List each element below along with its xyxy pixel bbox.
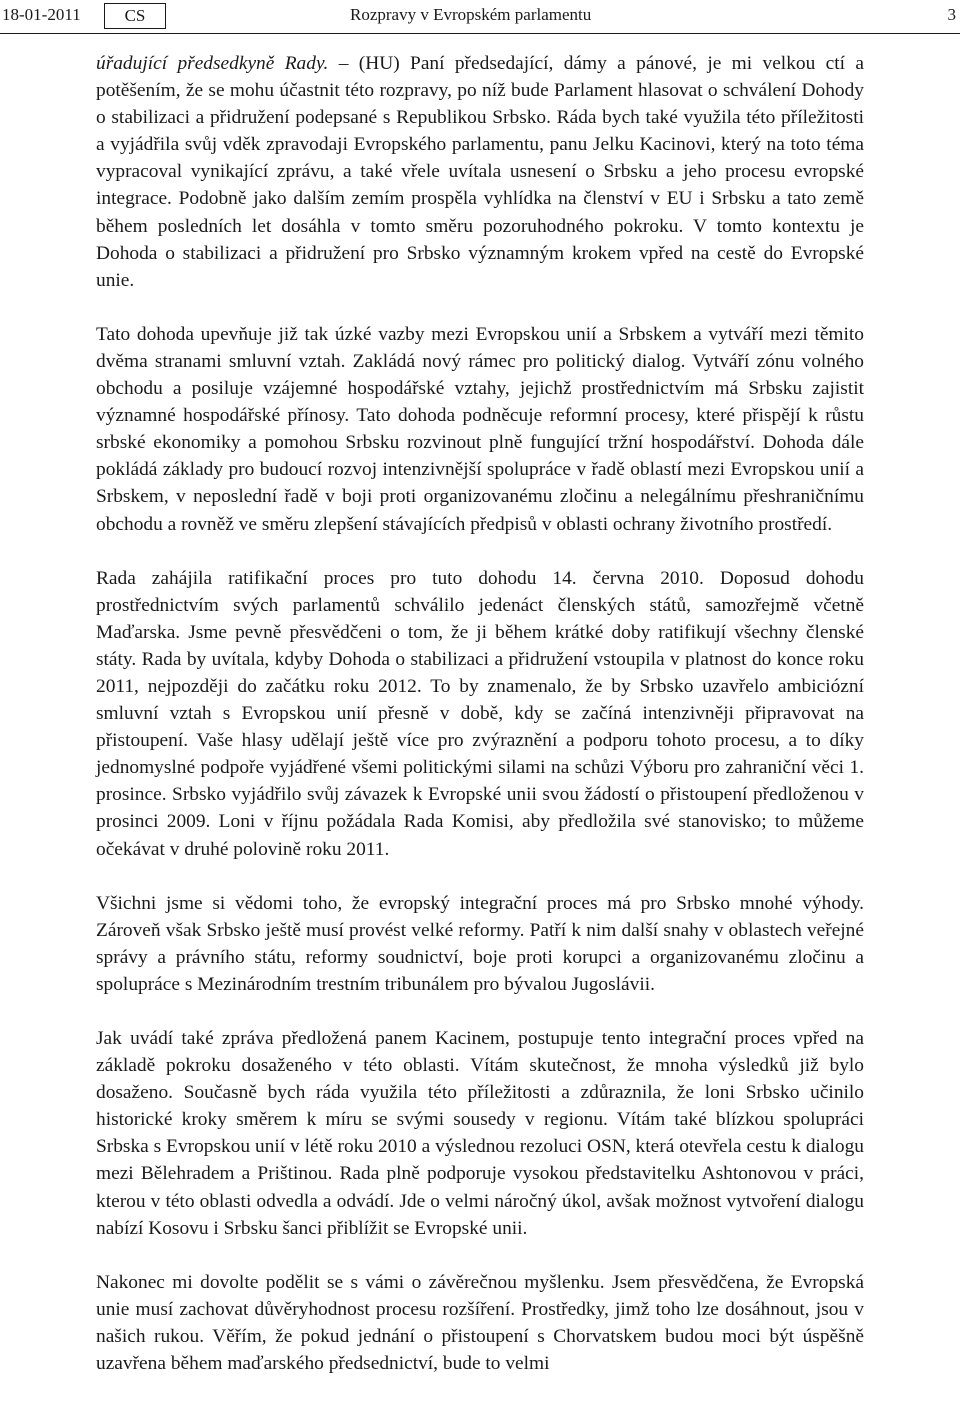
paragraph-3: Rada zahájila ratifikační proces pro tuto dohodu 14. června 2010. Doposud dohodu prostřednictvím svých parlamentů schválilo jedenáct členských států, samozřejmě včetně Maďarska. Jsme pevně přesvědčeni o tom, že ji během krátké doby ratifikují všechny členské státy. Rada by uvítala, kdyby Dohoda o stabilizaci a přidružení vstoupila v platnost do konce roku 2011, nejpozději do začátku roku 2012. To by znamenalo, že by Srbsko uzavřelo ambiciózní smluvní vztah s Evropskou unií přesně v době, kdy se začíná intenzivněji připravovat na přistoupení. Vaše hlasy udělají ještě více pro zvýraznění a podporu tohoto procesu, a to díky jednomyslné podpoře vyjádřené všemi politickými silami na schůzi Výboru pro zahraniční věci 1. prosince. Srbsko vyjádřilo svůj závazek k Evropské unii svou žádostí o přistoupení předloženou v prosinci 2009. Loni v říjnu požádala Rada Komisi, aby předložila své stanovisko; to můžeme očekávat v druhé polovině roku 2011. xyxy=(96,567,864,860)
paragraph-2: Tato dohoda upevňuje již tak úzké vazby mezi Evropskou unií a Srbskem a vytváří mezi těmito dvěma stranami smluvní vztah. Zakládá nový rámec pro politický dialog. Vytváří zónu volného obchodu a posiluje vzájemné hospodářské vztahy, jejichž prostřednictvím má Srbsku zajistit významné hospodářské přínosy. Tato dohoda podněcuje reformní procesy, které přispějí k růstu srbské ekonomiky a pomohou Srbsku rozvinout plně fungující tržní hospodářství. Dohoda dále pokládá základy pro budoucí rozvoj intenzivnější spolupráce v řadě oblastí mezi Evropskou unií a Srbskem, v neposlední řadě v boji proti organizovanému zločinu a nelegálnímu přeshraničnímu obchodu a rovněž ve směru zlepšení stávajících předpisů v oblasti ochrany životního prostředí. xyxy=(96,323,864,535)
paragraph-4: Všichni jsme si vědomi toho, že evropský integrační proces má pro Srbsko mnohé výhody. Zároveň však Srbsko ještě musí provést velké reformy. Patří k nim další snahy v oblastech veřejné správy a právního státu, reformy soudnictví, boje proti korupci a organizovanému zločinu a spolupráce s Mezinárodním trestním tribunálem pro bývalou Jugoslávii. xyxy=(96,892,864,995)
speaker-role: úřadující předsedkyně Rady. xyxy=(96,53,329,74)
paragraph-1-text: – (HU) Paní předsedající, dámy a pánové, je mi velkou ctí a potěšením, že se mohu účastnit této rozpravy, po níž bude Parlament hlasovat o schválení Dohody o stabilizaci a přidružení podepsané s Republikou Srbsko. Ráda bych také využila této příležitosti a vyjádřila svůj vděk zpravodaji Evropského parlamentu, panu Jelku Kacinovi, který na toto téma vypracoval vynikající zprávu, a také vřele uvítala usnesení o Srbsku a jeho procesu evropské integrace. Podobně jako dalším zemím prospěla vyhlídka na členství v EU i Srbsku a tato země během posledních let dosáhla v tomto směru pozoruhodného pokroku. V tomto kontextu je Dohoda o stabilizaci a přidružení pro Srbsko významným krokem vpřed na cestě do Evropské unie. xyxy=(96,53,864,291)
paragraph-5: Jak uvádí také zpráva předložená panem Kacinem, postupuje tento integrační proces vpřed na základě pokroku dosaženého v této oblasti. Vítám skutečnost, že mnoha výsledků již bylo dosaženo. Současně bych ráda využila této příležitosti a zdůraznila, že loni Srbsko učinilo historické kroky směrem k míru se svými sousedy v regionu. Vítám také blízkou spolupráci Srbska s Evropskou unií v létě roku 2010 a výslednou rezoluci OSN, která otevřela cestu k dialogu mezi Bělehradem a Prištinou. Rada plně podporuje vysokou představitelku Ashtonovou v práci, kterou v této oblasti odvedla a odvádí. Jde o velmi náročný úkol, avšak možnost vytvoření dialogu nabízí Kosovu i Srbsku šanci přiblížit se Evropské unii. xyxy=(96,1028,864,1239)
header-language-box: CS xyxy=(104,3,166,29)
header-rule xyxy=(0,33,960,34)
header-page-number: 3 xyxy=(947,5,956,24)
page-header xyxy=(0,0,960,34)
header-title: Rozpravy v Evropském parlamentu xyxy=(350,5,592,24)
header-date: 18-01-2011 xyxy=(2,5,81,24)
document-body xyxy=(96,50,864,1404)
paragraph-1 xyxy=(96,50,864,294)
paragraph-6: Nakonec mi dovolte podělit se s vámi o závěrečnou myšlenku. Jsem přesvědčena, že Evropská unie musí zachovat důvěryhodnost procesu rozšíření. Prostředky, jimž toho lze dosáhnout, jsou v našich rukou. Věřím, že pokud jednání o přistoupení s Chorvatskem budou moci být úspěšně uzavřena během maďarského předsednictví, bude to velmi xyxy=(96,1271,864,1375)
